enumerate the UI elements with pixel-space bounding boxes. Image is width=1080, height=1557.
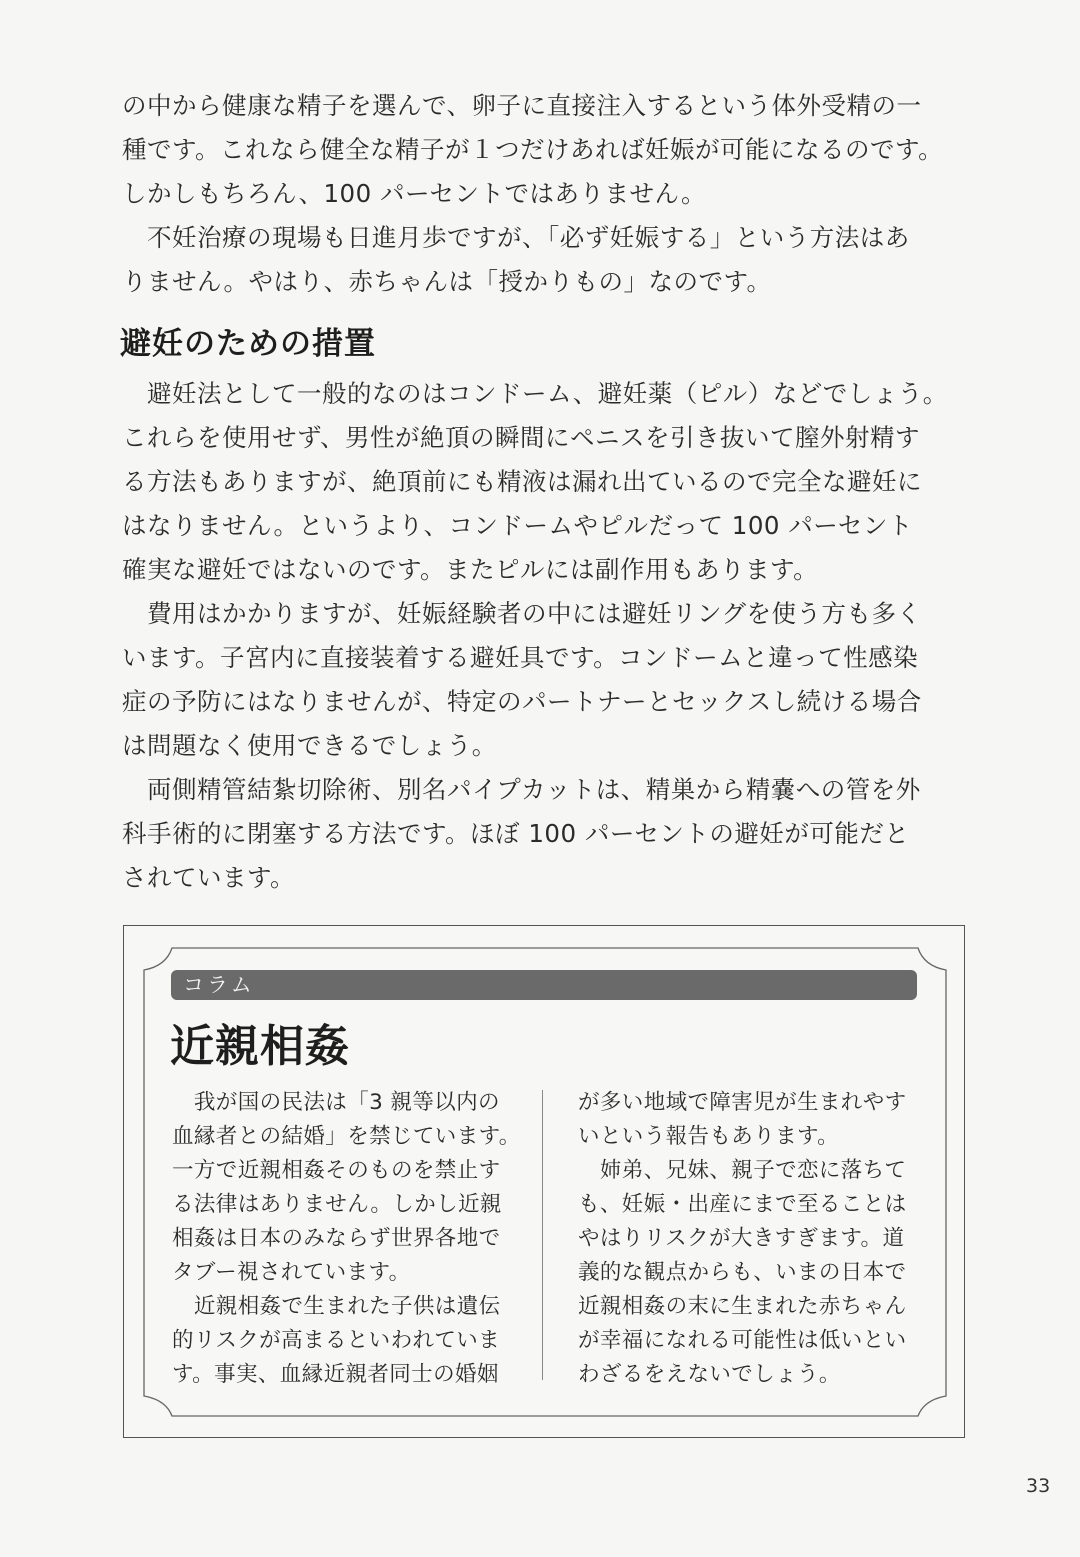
text-line: る方法もありますが、絶頂前にも精液は漏れ出ているので完全な避妊に	[122, 467, 922, 496]
text-line: 義的な観点からも、いまの日本で	[578, 1260, 907, 1285]
text-line: 確実な避妊ではないのです。またピルには副作用もあります。	[122, 555, 819, 584]
text-line: しかしもちろん、100 パーセントではありません。	[122, 179, 706, 208]
text-line: 不妊治療の現場も日進月歩ですが、「必ず妊娠する」という方法はあ	[122, 223, 910, 252]
text-line: 我が国の民法は「3 親等以内の	[172, 1090, 500, 1115]
text-line: の中から健康な精子を選んで、卵子に直接注入するという体外受精の一	[122, 91, 922, 120]
text-line: 一方で近親相姦そのものを禁止す	[172, 1158, 501, 1183]
text-line: 姉弟、兄妹、親子で恋に落ちて	[578, 1158, 907, 1183]
text-line: 費用はかかりますが、妊娠経験者の中には避妊リングを使う方も多く	[122, 599, 922, 628]
text-line: る法律はありません。しかし近親	[172, 1192, 502, 1217]
intro-paragraphs	[122, 84, 982, 304]
text-line: 種です。これなら健全な精子が１つだけあれば妊娠が可能になるのです。	[122, 135, 944, 164]
text-line: います。子宮内に直接装着する避妊具です。コンドームと違って性感染	[122, 643, 919, 672]
text-line: 相姦は日本のみならず世界各地で	[172, 1226, 501, 1251]
column-divider	[542, 1090, 543, 1380]
text-line: が幸福になれる可能性は低いとい	[578, 1328, 907, 1353]
text-line: が多い地域で障害児が生まれやす	[578, 1090, 907, 1115]
text-line: 近親相姦の末に生まれた赤ちゃん	[578, 1294, 907, 1319]
column-right-text	[578, 1086, 938, 1392]
text-line: されています。	[122, 863, 296, 892]
section-body	[122, 372, 992, 900]
text-line: はなりません。というより、コンドームやピルだって 100 パーセント	[122, 511, 913, 540]
text-line: 両側精管結紮切除術、別名パイプカットは、精巣から精嚢への管を外	[122, 775, 921, 804]
text-line: 近親相姦で生まれた子供は遺伝	[172, 1294, 501, 1319]
text-line: 避妊法として一般的なのはコンドーム、避妊薬（ピル）などでしょう。	[122, 379, 948, 408]
text-line: 科手術的に閉塞する方法です。ほぼ 100 パーセントの避妊が可能だと	[122, 819, 910, 848]
text-line: りません。やはり、赤ちゃんは「授かりもの」なのです。	[122, 267, 772, 296]
text-line: わざるをえないでしょう。	[578, 1362, 841, 1387]
text-line: タブー視されています。	[172, 1260, 411, 1285]
section-heading: 避妊のための措置	[120, 326, 376, 362]
text-line: す。事実、血縁近親者同士の婚姻	[172, 1362, 499, 1387]
column-title: 近親相姦	[170, 1021, 350, 1072]
text-line: やはりリスクが大きすぎます。道	[578, 1226, 905, 1251]
text-line: いという報告もあります。	[578, 1124, 840, 1149]
column-tag: コラム	[171, 970, 917, 1000]
text-line: これらを使用せず、男性が絶頂の瞬間にペニスを引き抜いて膣外射精す	[122, 423, 921, 452]
text-line: 症の予防にはなりませんが、特定のパートナーとセックスし続ける場合	[122, 687, 922, 716]
column-left-text	[172, 1086, 532, 1392]
page-number: 33	[1026, 1475, 1051, 1497]
text-line: 血縁者との結婚」を禁じています。	[172, 1124, 521, 1149]
text-line: も、妊娠・出産にまで至ることは	[578, 1192, 907, 1217]
text-line: 的リスクが高まるといわれていま	[172, 1328, 501, 1353]
text-line: は問題なく使用できるでしょう。	[122, 731, 497, 760]
